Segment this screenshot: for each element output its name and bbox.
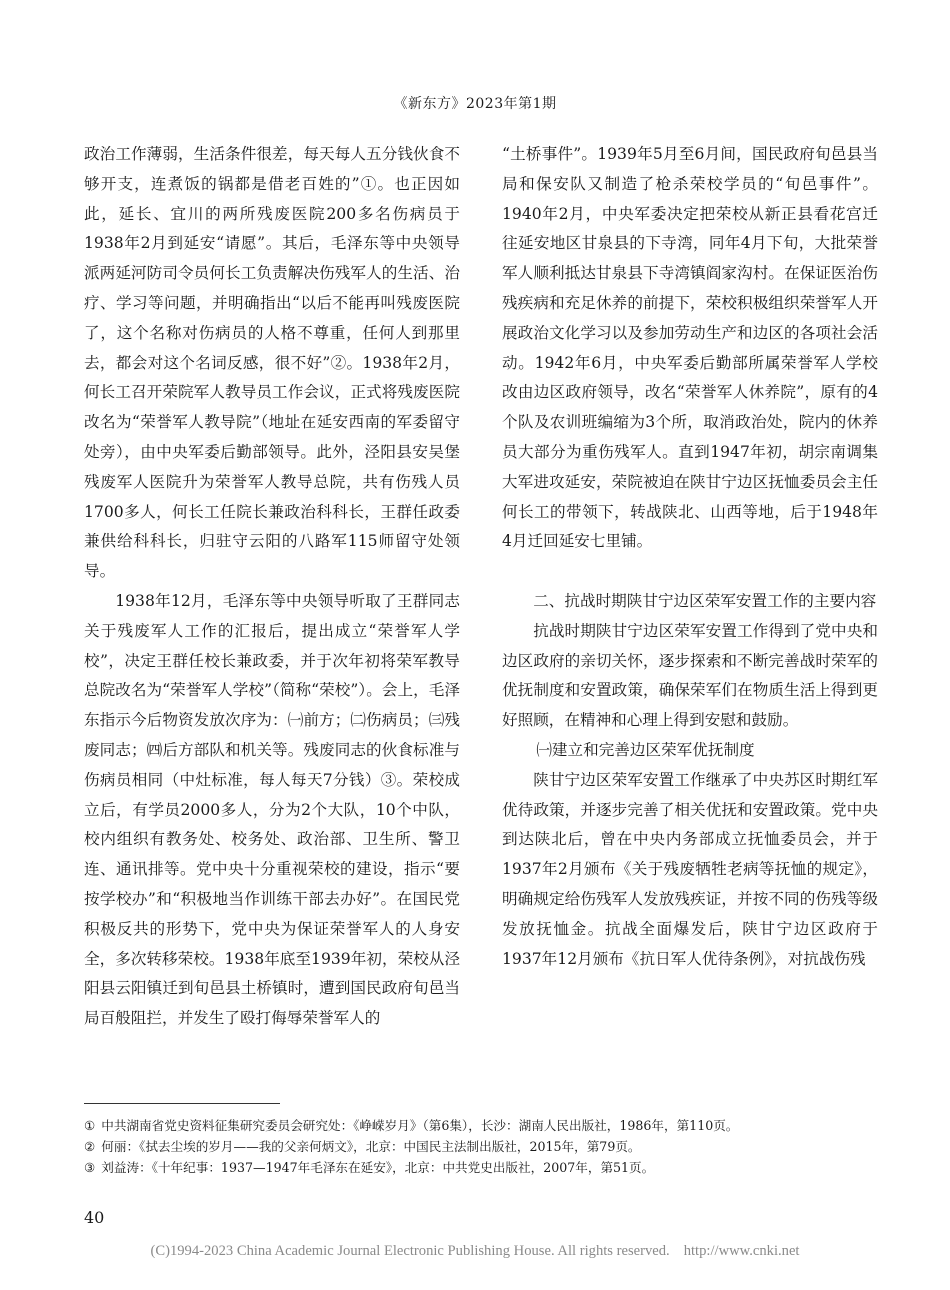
page-number: 40 [84,1208,105,1227]
copyright-url: http://www.cnki.net [683,1243,800,1259]
body-paragraph: 1938年12月，毛泽东等中央领导听取了王群同志关于残废军人工作的汇报后，提出成立“荣誉军人学校”，决定王群任校长兼政委，并于次年初将荣军教导总院改名为“荣誉军人学校”（简称“荣校”）。会上，毛泽东指示今后物资发放次序为：㈠前方；㈡伤病员；㈢残废同志；㈣后方部队和机关等。残废同志的伙食标准与伤病员相同（中灶标准，每人每天7分钱）③。荣校成立后，有学员2000多人，分为2个大队，10个中队，校内组织有教务处、校务处、政治部、卫生所、警卫连、通讯排等。党中央十分重视荣校的建设，指示“要按学校办”和“积极地当作训练干部去办好”。在国民党积极反共的形势下，党中央为保证荣誉军人的人身安全，多次转移荣校。1938年底至1939年初，荣校从泾阳县云阳镇迁到旬邑县土桥镇时，遭到国民政府旬邑当局百般阻拦，并发生了殴打侮辱荣誉军人的 [84,591,460,1028]
subsection-title: ㈠建立和完善边区荣军优抚制度 [536,740,755,759]
footnote-text: 中共湖南省党史资料征集研究委员会研究处：《峥嵘岁月》（第6集），长沙：湖南人民出版社，1986年，第110页。 [101,1118,739,1133]
footnote [84,1157,884,1178]
copyright-text: (C)1994-2023 China Academic Journal Electronic Publishing House. All rights reserved. [150,1243,670,1259]
body-paragraph: 抗战时期陕甘宁边区荣军安置工作得到了党中央和边区政府的亲切关怀，逐步探索和不断完善战时荣军的优抚制度和安置政策，确保荣军们在物质生活上得到更好照顾，在精神和心理上得到安慰和鼓励。 [502,621,878,730]
right-column [502,140,878,974]
copyright-notice [0,1243,950,1260]
footnote-text: 刘益涛：《十年纪事：1937—1947年毛泽东在延安》，北京：中共党史出版社，2007年，第51页。 [101,1160,655,1175]
footnote [84,1115,884,1136]
journal-header: 《新东方》2023年第1期 [393,96,557,112]
footnote-divider [84,1103,280,1104]
footnote [84,1136,884,1157]
footnote-mark: ③ [84,1160,96,1175]
footnote-text: 何丽：《拭去尘埃的岁月——我的父亲何炳文》，北京：中国民主法制出版社，2015年，第79页。 [101,1139,641,1154]
footnotes [84,1115,884,1178]
body-paragraph: 政治工作薄弱，生活条件很差，每天每人五分钱伙食不够开支，连煮饭的锅都是借老百姓的”①。也正因如此，延长、宜川的两所残废医院200多名伤病员于1938年2月到延安“请愿”。其后，毛泽东等中央领导派两延河防司令员何长工负责解决伤残军人的生活、治疗、学习等问题，并明确指出“以后不能再叫残废医院了，这个名称对伤病员的人格不尊重，任何人到那里去，都会对这个名词反感，很不好”②。1938年2月，何长工召开荣院军人教导员工作会议，正式将残废医院改名为“荣誉军人教导院”（地址在延安西南的军委留守处旁），由中央军委后勤部领导。此外，泾阳县安吴堡残废军人医院升为荣誉军人教导总院，共有伤残人员1700多人，何长工任院长兼政治科科长，王群任政委兼供给科科长，归驻守云阳的八路军115师留守处领导。 [84,145,460,581]
section-title: 二、抗战时期陕甘宁边区荣军安置工作的主要内容 [533,591,877,610]
footnote-mark: ② [84,1139,96,1154]
body-paragraph: “土桥事件”。1939年5月至6月间，国民政府旬邑县当局和保安队又制造了枪杀荣校学员的“旬邑事件”。1940年2月，中央军委决定把荣校从新正县看花宫迁往延安地区甘泉县的下寺湾，同年4月下旬，大批荣誉军人顺利抵达甘泉县下寺湾镇阎家沟村。在保证医治伤残疾病和充足休养的前提下，荣校积极组织荣誉军人开展政治文化学习以及参加劳动生产和边区的各项社会活动。1942年6月，中央军委后勤部所属荣誉军人学校改由边区政府领导，改名“荣誉军人休养院”，原有的4个队及农训班编缩为3个所，取消政治处，院内的休养员大部分为重伤残军人。直到1947年初，胡宗南调集大军进攻延安，荣院被迫在陕甘宁边区抚恤委员会主任何长工的带领下，转战陕北、山西等地，后于1948年4月迁回延安七里铺。 [502,145,878,551]
footnote-mark: ① [84,1118,96,1133]
body-paragraph: 陕甘宁边区荣军安置工作继承了中央苏区时期红军优待政策，并逐步完善了相关优抚和安置政策。党中央到达陕北后，曾在中央内务部成立抚恤委员会，并于1937年2月颁布《关于残废牺牲老病等抚恤的规定》，明确规定给伤残军人发放残疾证，并按不同的伤残等级发放抚恤金。抗战全面爆发后，陕甘宁边区政府于1937年12月颁布《抗日军人优待条例》，对抗战伤残 [502,770,878,968]
left-column [84,140,460,1034]
